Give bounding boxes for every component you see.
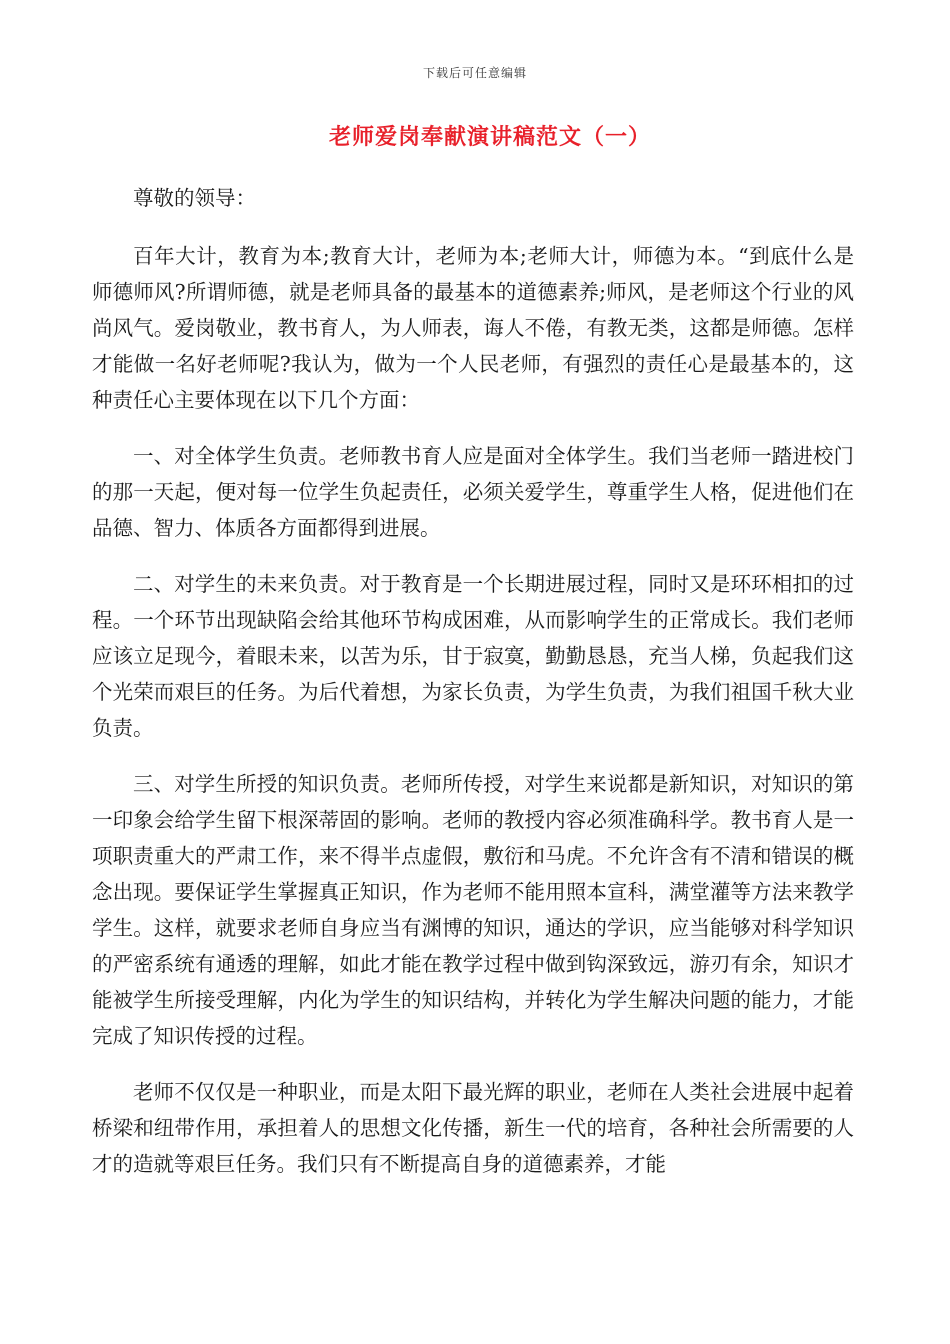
salutation: 尊敬的领导： xyxy=(133,186,256,210)
download-note: 下载后可任意编辑 xyxy=(422,66,527,80)
paragraph-point-three: 三、对学生所授的知识负责。老师所传授，对学生来说都是新知识，对知识的第一印象会给学生留下根深蒂固的影响。老师的教授内容必须准确科学。教书育人是一项职责重大的严肃工作，来不得半点虚假，敷衍和马虎。不允许含有不清和错误的概念出现。要保证学生掌握真正知识，作为老师不能用照本宣科，满堂灌等方法来教学学生。这样，就要求老师自身应当有渊博的知识，通达的学识，应当能够对科学知识的严密系统有通透的理解，如此才能在教学过程中做到钩深致远，游刃有余，知识才能被学生所接受理解，内化为学生的知识结构，并转化为学生解决问题的能力，才能完成了知识传授的过程。 xyxy=(92,772,854,1048)
document-body xyxy=(92,180,854,1202)
paragraph-point-one: 一、对全体学生负责。老师教书育人应是面对全体学生。我们当老师一踏进校门的那一天起，便对每一位学生负起责任，必须关爱学生，尊重学生人格，促进他们在品德、智力、体质各方面都得到进展。 xyxy=(92,444,854,540)
paragraph-intro: 百年大计，教育为本;教育大计，老师为本;老师大计，师德为本。“到底什么是师德师风?所谓师德，就是老师具备的最基本的道德素养;师风，是老师这个行业的风尚风气。爱岗敬业，教书育人，为人师表，诲人不倦，有教无类，这都是师德。怎样才能做一名好老师呢?我认为，做为一个人民老师，有强烈的责任心是最基本的，这种责任心主要体现在以下几个方面： xyxy=(92,244,854,412)
document-title: 老师爱岗奉献演讲稿范文（一） xyxy=(328,124,651,150)
paragraph-point-two: 二、对学生的未来负责。对于教育是一个长期进展过程，同时又是环环相扣的过程。一个环节出现缺陷会给其他环节构成困难，从而影响学生的正常成长。我们老师应该立足现今，着眼未来，以苦为乐，甘于寂寞，勤勤恳恳，充当人梯，负起我们这个光荣而艰巨的任务。为后代着想，为家长负责，为学生负责，为我们祖国千秋大业负责。 xyxy=(92,572,854,740)
paragraph-closing: 老师不仅仅是一种职业，而是太阳下最光辉的职业，老师在人类社会进展中起着桥梁和纽带作用，承担着人的思想文化传播，新生一代的培育，各种社会所需要的人才的造就等艰巨任务。我们只有不断提高自身的道德素养，才能 xyxy=(92,1080,854,1176)
